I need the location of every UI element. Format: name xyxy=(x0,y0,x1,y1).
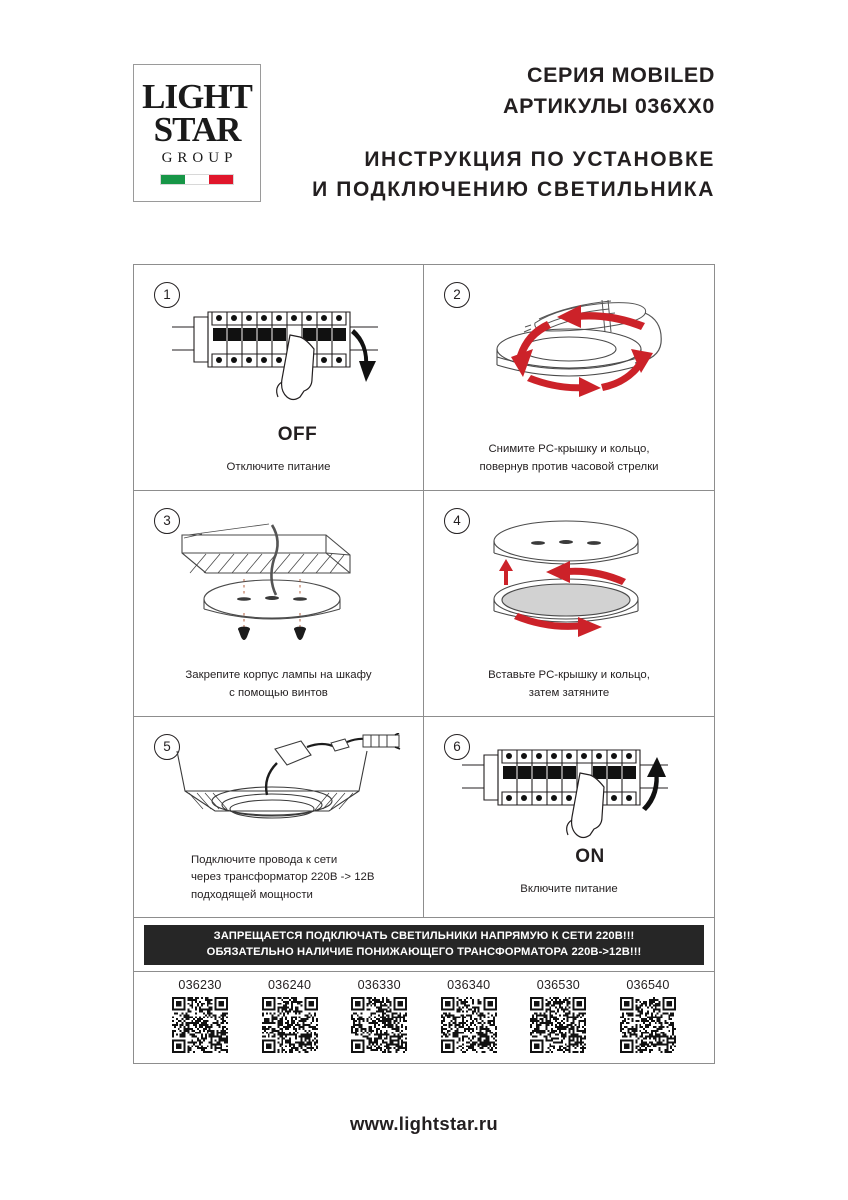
step-cell-6 xyxy=(424,717,714,917)
grid-row-3 xyxy=(134,717,714,918)
step-number-5: 5 xyxy=(154,734,180,760)
qr-item xyxy=(610,978,686,1053)
step-cell-1 xyxy=(134,265,424,490)
step-6-illustration xyxy=(424,731,714,841)
step-cell-3 xyxy=(134,491,424,716)
document-header xyxy=(0,0,848,225)
step-5-illustration xyxy=(134,733,423,833)
qr-item xyxy=(252,978,328,1053)
step-3-caption xyxy=(134,667,423,702)
qr-code-image xyxy=(620,997,676,1053)
step-cell-4 xyxy=(424,491,714,716)
document-title-line1: ИНСТРУКЦИЯ ПО УСТАНОВКЕ xyxy=(364,148,715,172)
qr-article-label: 036530 xyxy=(536,978,580,992)
step-6-on-label: ON xyxy=(575,845,605,867)
qr-article-label: 036240 xyxy=(267,978,312,992)
step-5-caption-line-2: через трансформатор 220В -> 12В xyxy=(191,871,375,884)
logo-text-star: STAR xyxy=(153,110,241,149)
grid-row-1 xyxy=(134,265,714,491)
step-5-caption xyxy=(134,852,423,904)
header-text-block xyxy=(295,60,715,205)
series-name: СЕРИЯ MOBILED xyxy=(526,63,715,87)
step-4-caption-line-2: затем затяните xyxy=(528,686,610,699)
step-2-illustration xyxy=(424,287,714,412)
step-number-1: 1 xyxy=(154,282,180,308)
instruction-grid xyxy=(133,264,715,1064)
lightstar-logo xyxy=(133,64,261,202)
step-4-caption-line-1: Вставьте PC-крышку и кольцо, xyxy=(488,669,650,682)
step-cell-5 xyxy=(134,717,424,917)
step-number-4: 4 xyxy=(444,508,470,534)
qr-article-label: 036330 xyxy=(357,978,401,992)
qr-item xyxy=(162,978,238,1053)
step-2-caption xyxy=(424,441,714,476)
step-4-caption xyxy=(424,667,714,702)
warning-banner-row xyxy=(134,918,714,972)
qr-article-label: 036540 xyxy=(626,978,670,992)
step-number-6: 6 xyxy=(444,734,470,760)
step-1-illustration xyxy=(134,287,423,412)
warning-line-1: ЗАПРЕЩАЕТСЯ ПОДКЛЮЧАТЬ СВЕТИЛЬНИКИ НАПРЯМУЮ К СЕТИ 220В!!! xyxy=(213,930,635,943)
step-6-caption xyxy=(424,843,714,898)
step-4-illustration xyxy=(424,513,714,638)
warning-line-2: ОБЯЗАТЕЛЬНО НАЛИЧИЕ ПОНИЖАЮЩЕГО ТРАНСФОРМАТОРА 220В->12В!!! xyxy=(206,946,642,958)
step-1-caption xyxy=(134,421,423,476)
qr-article-label: 036340 xyxy=(447,978,491,992)
logo-text-group: GROUP xyxy=(161,150,238,167)
italian-flag-icon xyxy=(160,174,234,185)
step-5-caption-line-3: подходящей мощности xyxy=(191,888,313,901)
step-number-3: 3 xyxy=(154,508,180,534)
step-1-caption-line-1: Отключите питание xyxy=(226,460,331,473)
step-3-caption-line-1: Закрепите корпус лампы на шкафу xyxy=(185,669,372,682)
step-2-caption-line-1: Снимите PC-крышку и кольцо, xyxy=(488,443,650,456)
article-range: АРТИКУЛЫ 036ХХ0 xyxy=(502,93,715,118)
step-5-caption-line-1: Подключите провода к сети xyxy=(191,854,338,867)
footer-website: www.lightstar.ru xyxy=(349,1113,499,1134)
step-3-caption-line-2: с помощью винтов xyxy=(229,686,328,699)
step-2-caption-line-2: повернув против часовой стрелки xyxy=(479,460,659,473)
document-title-line2: И ПОДКЛЮЧЕНИЮ СВЕТИЛЬНИКА xyxy=(312,177,715,201)
qr-code-row xyxy=(134,972,714,1068)
qr-item xyxy=(341,978,417,1053)
logo-text-light: LIGHT xyxy=(142,76,252,116)
qr-code-image xyxy=(262,997,318,1053)
qr-article-label: 036230 xyxy=(178,978,222,992)
warning-banner xyxy=(144,925,704,965)
qr-code-image xyxy=(441,997,497,1053)
grid-row-2 xyxy=(134,491,714,717)
qr-code-image xyxy=(351,997,407,1053)
step-cell-2 xyxy=(424,265,714,490)
step-1-off-label: OFF xyxy=(277,423,318,445)
step-3-illustration xyxy=(134,513,423,638)
step-6-caption-line-1: Включите питание xyxy=(520,882,618,895)
qr-code-image xyxy=(172,997,228,1053)
qr-item xyxy=(520,978,596,1053)
qr-item xyxy=(431,978,507,1053)
step-number-2: 2 xyxy=(444,282,470,308)
qr-code-image xyxy=(530,997,586,1053)
